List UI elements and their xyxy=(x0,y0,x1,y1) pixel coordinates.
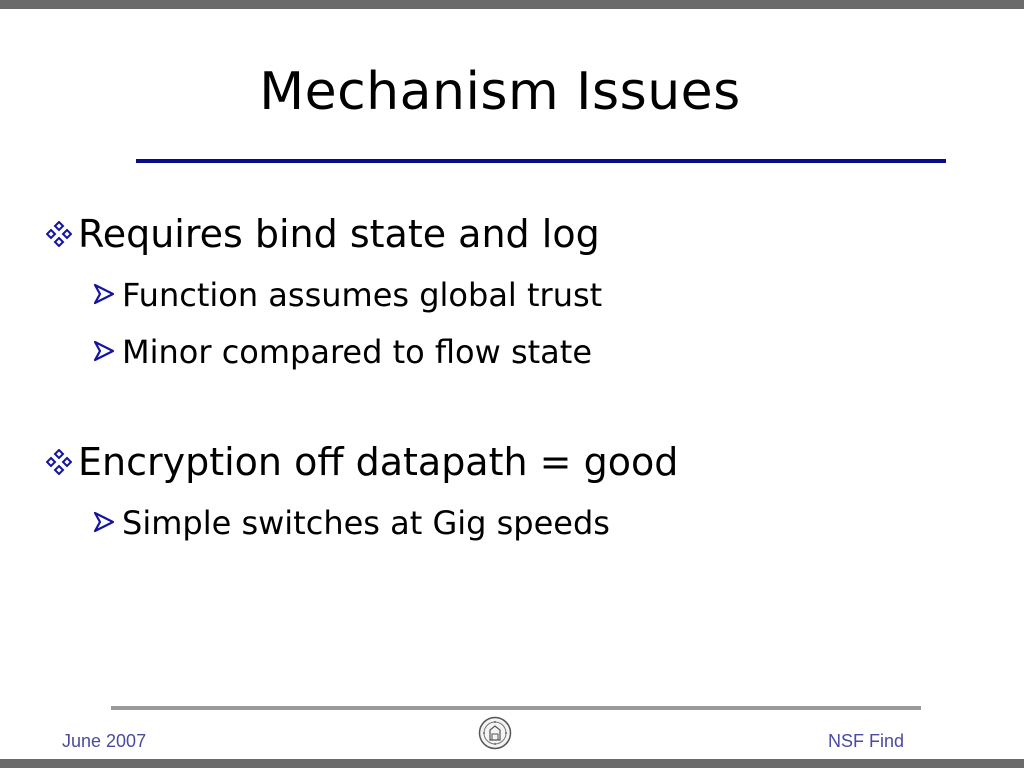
diamond-cluster-bullet-icon xyxy=(46,221,72,247)
sub-bullet-simple-switches xyxy=(92,504,610,542)
bullet-text: Function assumes global trust xyxy=(122,276,603,314)
top-frame-bar xyxy=(0,0,1024,9)
bullet-requires-bind-state xyxy=(46,212,600,256)
footer-date: June 2007 xyxy=(62,731,147,751)
footer-project: NSF Find xyxy=(828,731,905,751)
arrow-bullet-icon xyxy=(92,339,116,363)
sub-bullet-minor-compared xyxy=(92,333,592,371)
bottom-frame-bar xyxy=(0,759,1024,768)
bullet-text: Requires bind state and log xyxy=(78,212,600,256)
diamond-cluster-bullet-icon xyxy=(46,449,72,475)
slide-title: Mechanism Issues xyxy=(259,62,741,122)
bullet-encryption-off-datapath xyxy=(46,440,678,484)
footer-divider xyxy=(111,706,921,710)
bullet-text: Minor compared to flow state xyxy=(122,333,593,371)
arrow-bullet-icon xyxy=(92,510,116,534)
title-underline xyxy=(136,159,946,163)
bullet-text: Simple switches at Gig speeds xyxy=(122,504,610,542)
bullet-text: Encryption off datapath = good xyxy=(78,440,679,484)
sub-bullet-function-assumes xyxy=(92,276,602,314)
arrow-bullet-icon xyxy=(92,282,116,306)
university-seal-icon xyxy=(478,716,512,750)
